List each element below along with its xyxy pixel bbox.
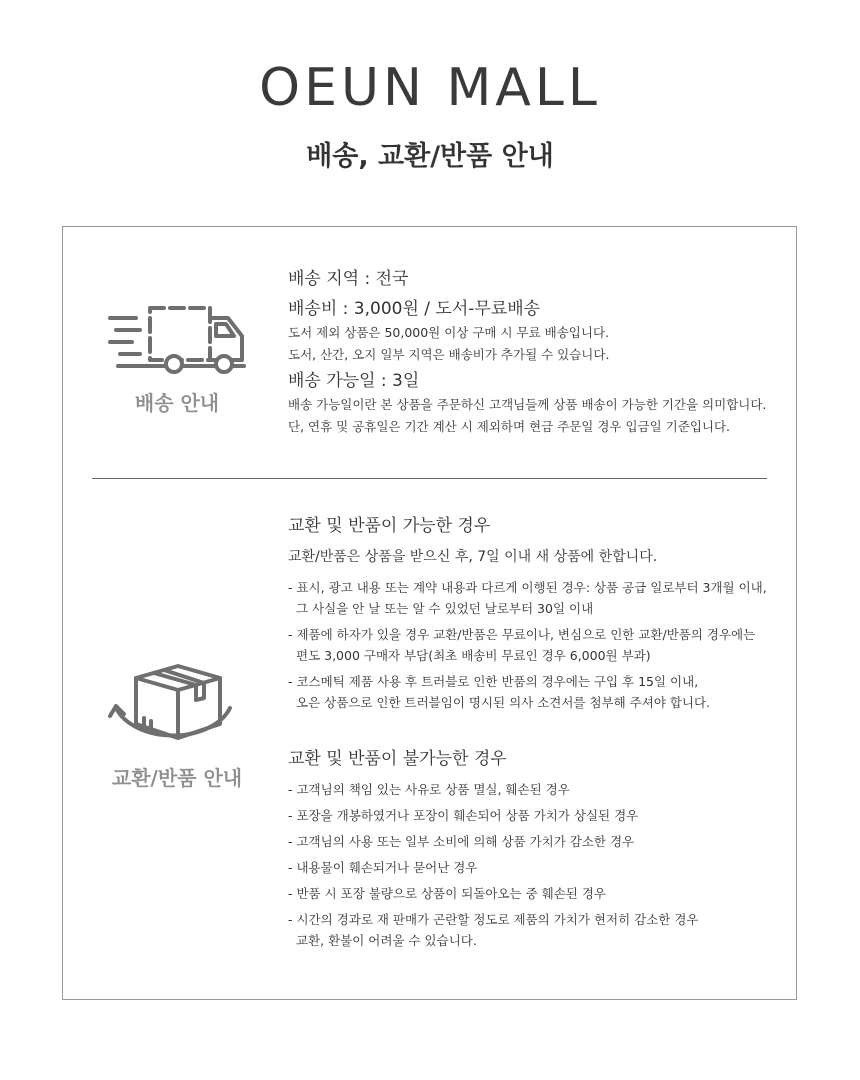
list-item: [288, 831, 698, 852]
list-item: [288, 857, 698, 878]
brand-logo: OEUN MALL: [259, 58, 601, 118]
possible-intro: 교환/반품은 상품을 받으신 후, 7일 이내 새 상품에 한합니다.: [288, 549, 658, 565]
page-title: 배송, 교환/반품 안내: [306, 141, 554, 172]
period-note: 단, 연휴 및 공휴일은 기간 계산 시 제외하며 현금 주문일 경우 입금일 기준입니다.: [288, 419, 731, 434]
possible-title: 교환 및 반품이 가능한 경우: [288, 516, 491, 536]
delivery-info: [288, 266, 766, 438]
list-item-line: - 표시, 광고 내용 또는 계약 내용과 다르게 이행된 경우: 상품 공급 일로부터 3개월 이내,: [288, 580, 767, 595]
period-note: 배송 가능일이란 본 상품을 주문하신 고객님들께 상품 배송이 가능한 기간을 의미합니다.: [288, 397, 767, 412]
fee-note: 도서, 산간, 오지 일부 지역은 배송비가 추가될 수 있습니다.: [288, 347, 610, 362]
exchange-impossible: [288, 744, 698, 951]
exchange-possible: [288, 512, 767, 713]
delivery-fee: 배송비 : 3,000원 / 도서-무료배송: [288, 299, 541, 319]
list-item: [288, 883, 698, 904]
delivery-period: 배송 가능일 : 3일: [288, 371, 420, 391]
list-item-line: 그 사실을 안 날 또는 알 수 있었던 날로부터 30일 이내: [296, 601, 594, 616]
list-item-line: 편도 3,000 구매자 부담(최초 배송비 무료인 경우 6,000원 부과): [296, 648, 651, 663]
list-item: [288, 779, 698, 800]
box-return-icon: [106, 660, 238, 754]
list-item-line: - 시간의 경과로 재 판매가 곤란할 정도로 제품의 가치가 현저히 감소한 경우: [288, 912, 699, 927]
list-item-line: - 고객님의 책임 있는 사유로 상품 멸실, 훼손된 경우: [288, 782, 570, 797]
possible-list: [288, 577, 767, 713]
list-item-line: - 내용물이 훼손되거나 묻어난 경우: [288, 860, 478, 875]
section-divider: [92, 478, 767, 479]
list-item-line: - 제품에 하자가 있을 경우 교환/반품은 무료이나, 변심으로 인한 교환/반품의 경우에는: [288, 627, 756, 642]
list-item-line: 오은 상품으로 인한 트러블임이 명시된 의사 소견서를 첨부해 주셔야 합니다.: [296, 695, 711, 710]
list-item-line: 교환, 환불이 어려울 수 있습니다.: [296, 933, 477, 948]
truck-icon: [106, 304, 248, 380]
list-item: [288, 805, 698, 826]
delivery-region: 배송 지역 : 전국: [288, 269, 409, 289]
fee-note: 도서 제외 상품은 50,000원 이상 구매 시 무료 배송입니다.: [288, 325, 609, 340]
impossible-list: [288, 779, 698, 951]
exchange-section-label: 교환/반품 안내: [111, 766, 243, 790]
list-item: [288, 671, 767, 713]
list-item: [288, 577, 767, 619]
list-item: [288, 624, 767, 666]
list-item-line: - 포장을 개봉하였거나 포장이 훼손되어 상품 가치가 상실된 경우: [288, 808, 639, 823]
list-item-line: - 코스메틱 제품 사용 후 트러블로 인한 반품의 경우에는 구입 후 15일 이내,: [288, 674, 699, 689]
impossible-title: 교환 및 반품이 불가능한 경우: [288, 749, 507, 769]
list-item-line: - 고객님의 사용 또는 일부 소비에 의해 상품 가치가 감소한 경우: [288, 834, 635, 849]
delivery-section-label: 배송 안내: [134, 391, 220, 415]
list-item-line: - 반품 시 포장 불량으로 상품이 되돌아오는 중 훼손된 경우: [288, 886, 606, 901]
list-item: [288, 909, 698, 951]
